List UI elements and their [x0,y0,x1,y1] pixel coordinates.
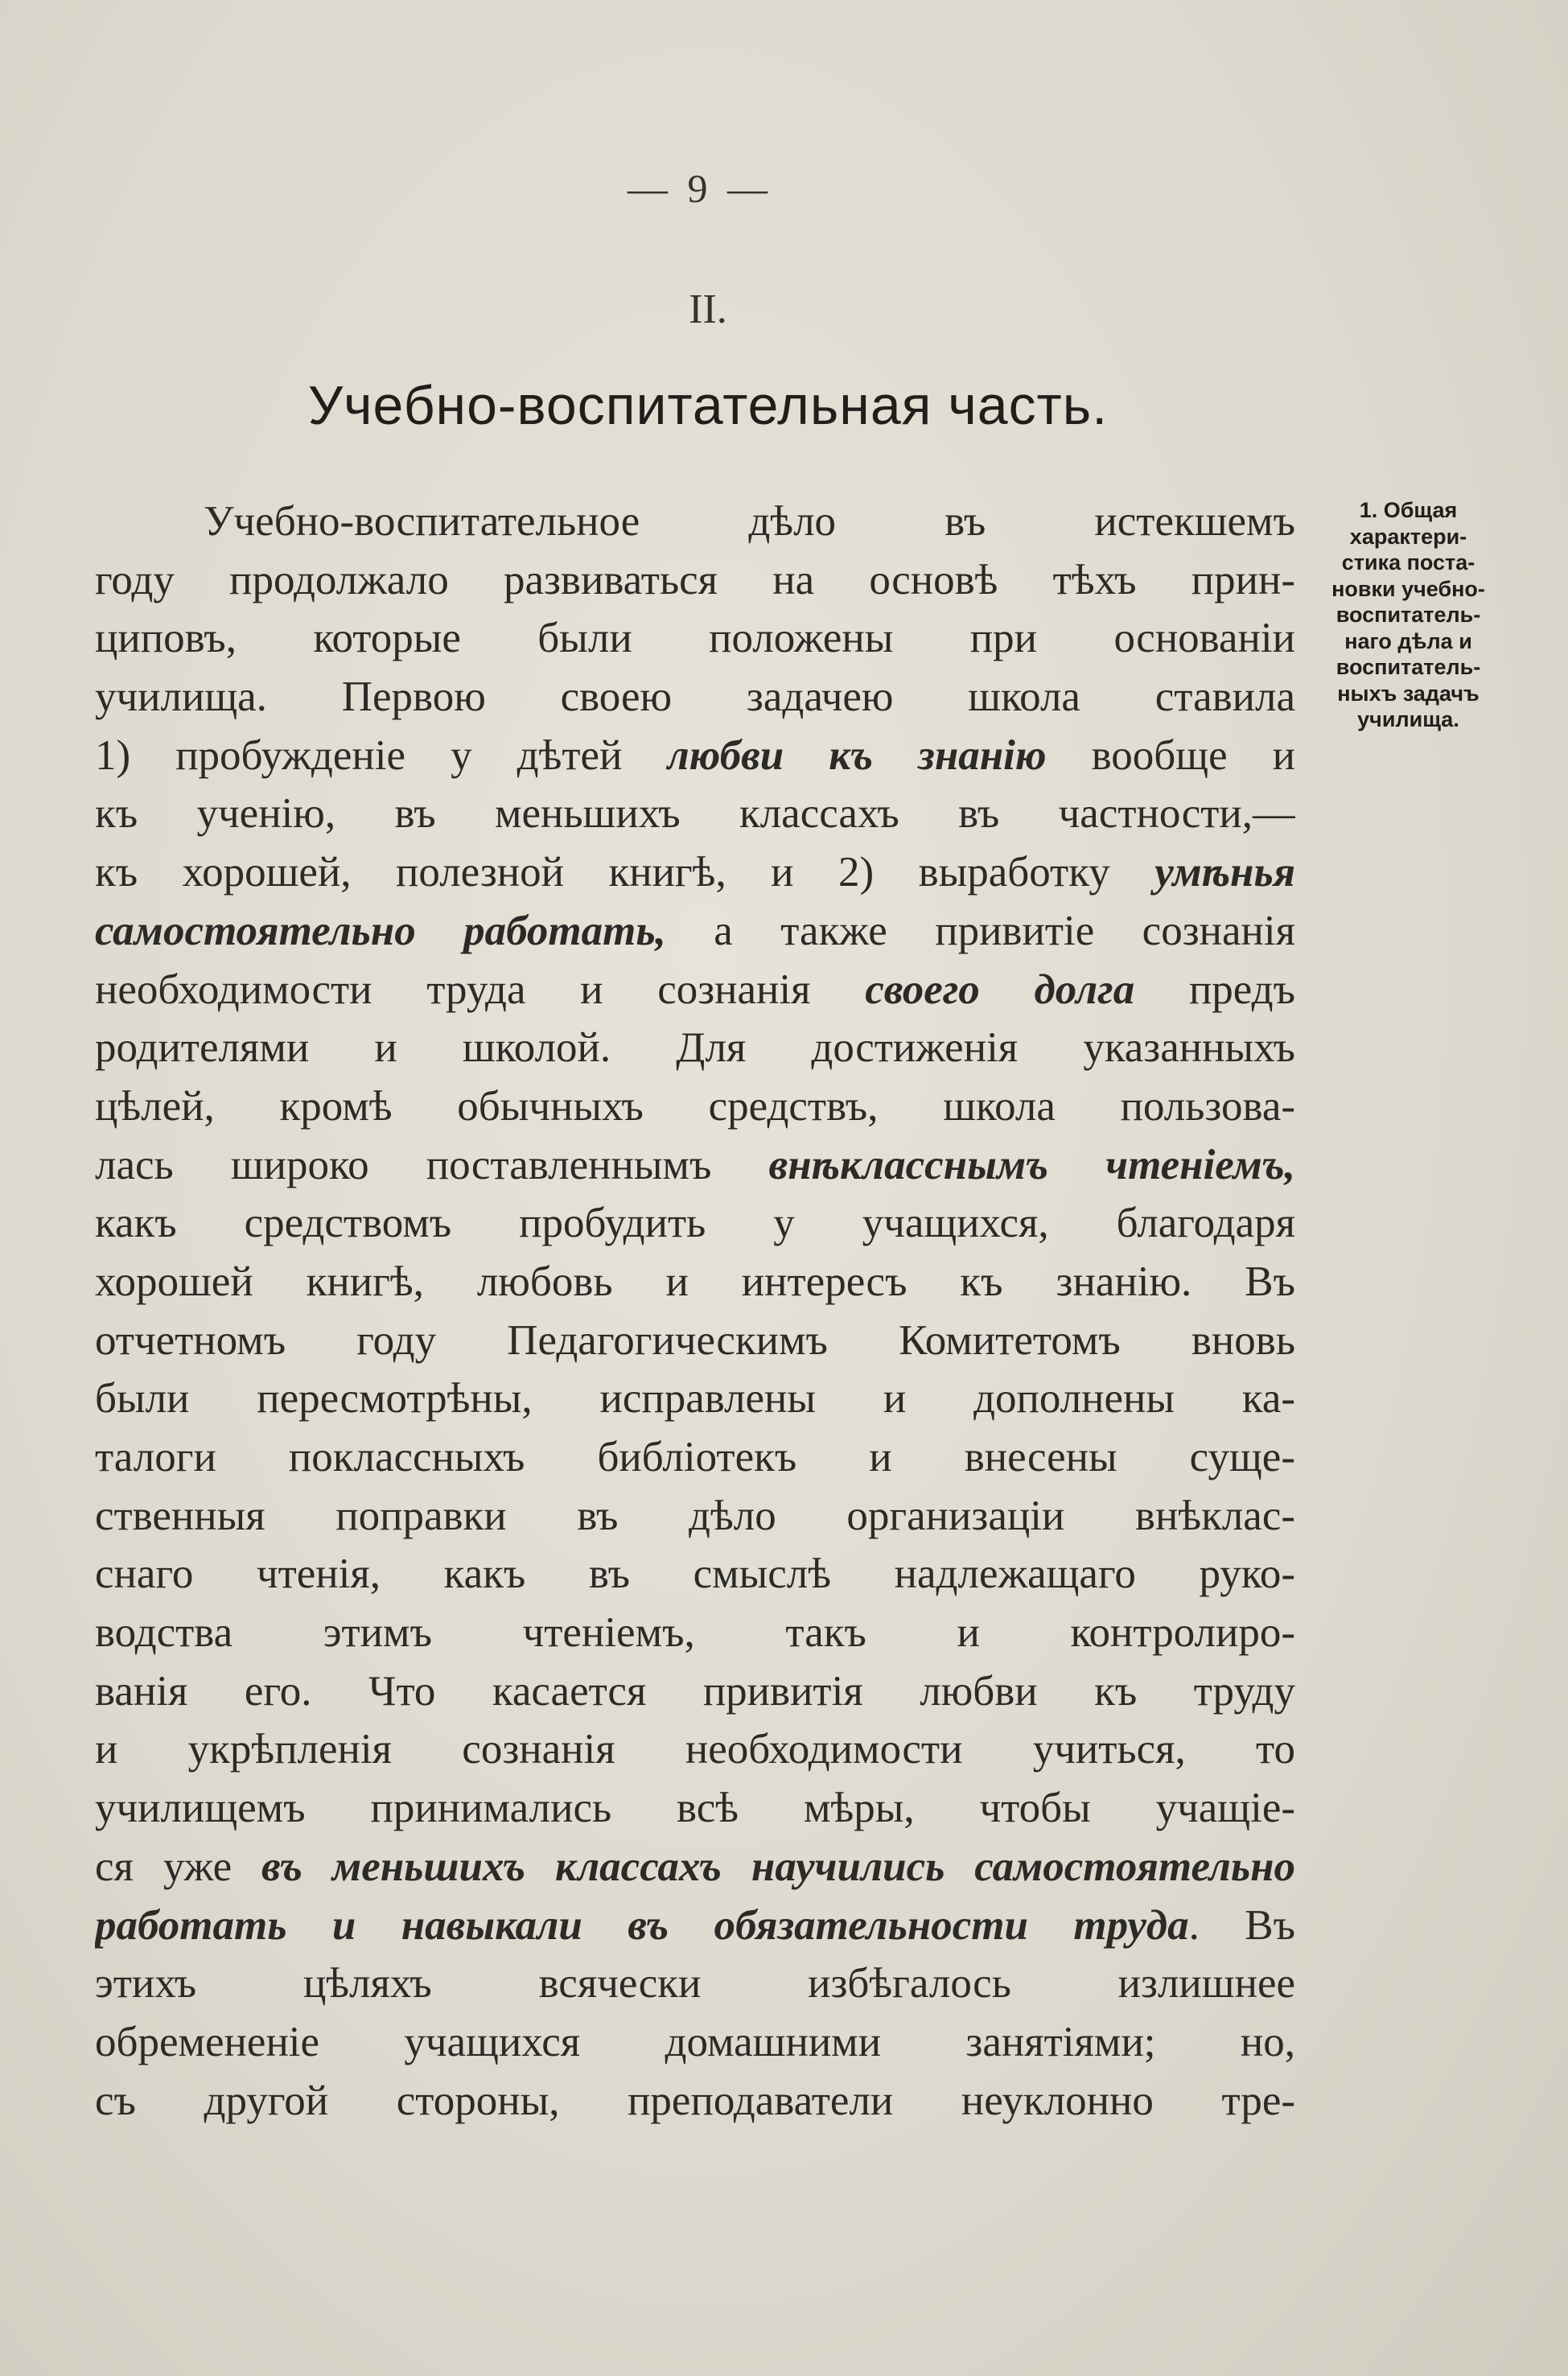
section-title: Учебно-воспитательная часть. [307,375,1109,436]
text-run: училищемъ принимались всѣ мѣры, чтобы учащіе- [95,1785,1295,1832]
text-line [95,843,1295,902]
text-run: лась широко поставленнымъ [95,1141,769,1188]
text-run: циповъ, которые были положены при основаніи [95,615,1295,662]
body-paragraph [95,492,1295,2130]
text-run: талоги поклассныхъ библіотекъ и внесены суще- [95,1434,1295,1480]
text-line [95,727,1295,785]
text-line [95,1312,1295,1370]
emphasized-text: въ меньшихъ классахъ научились самостоятельно [261,1843,1295,1890]
text-run: къ хорошей, полезной книгѣ, и 2) выработку [95,849,1155,896]
text-line [95,1487,1295,1546]
margin-note-line: училища. [1357,707,1459,731]
text-run: предъ [1134,966,1295,1013]
margin-note-line: стика поста- [1341,550,1475,574]
text-run: училища. Первою своею задачею школа ставила [95,673,1295,721]
text-run: водства этимъ чтеніемъ, такъ и контролиро- [95,1609,1295,1657]
section-numeral: II. [689,286,727,332]
text-line [95,1954,1295,2013]
text-run: ственныя поправки въ дѣло организаціи внѣклас- [95,1492,1295,1539]
emphasized-text: любви къ знанію [667,731,1047,779]
text-line [95,1662,1295,1721]
text-line [95,784,1295,843]
text-run: съ другой стороны, преподаватели неуклонно тре- [95,2077,1295,2124]
text-run: году продолжало развиваться на основѣ тѣхъ прин- [95,556,1295,603]
text-line [95,1545,1295,1604]
text-run: снаго чтенія, какъ въ смыслѣ надлежащаго руко- [95,1550,1295,1598]
text-run: хорошей книгѣ, любовь и интересъ къ знанію. Въ [95,1258,1295,1305]
margin-note [1310,497,1507,733]
text-line [95,1136,1295,1195]
text-run: какъ средствомъ пробудить у учащихся, благодаря [95,1200,1295,1247]
text-line [95,1779,1295,1838]
text-run: цѣлей, кромѣ обычныхъ средствъ, школа пользова- [95,1082,1295,1130]
emphasized-text: своего долга [865,966,1135,1013]
text-line [95,609,1295,668]
text-line [95,2072,1295,2131]
text-line [95,1428,1295,1487]
text-line [95,2013,1295,2072]
text-run: необходимости труда и сознанія [95,966,866,1013]
text-line [95,1838,1295,1896]
text-run: къ ученію, въ меньшихъ классахъ въ частности,— [95,790,1295,838]
emphasized-text: внѣкласснымъ чтеніемъ, [768,1141,1295,1188]
text-run: отчетномъ году Педагогическимъ Комитетомъ вновь [95,1316,1295,1364]
text-line [95,551,1295,610]
text-line [95,668,1295,727]
margin-note-line: воспитатель- [1335,655,1481,679]
text-run: вообще и [1046,731,1295,779]
margin-note-line: воспитатель- [1335,603,1481,627]
margin-note-line: новки учебно- [1331,576,1485,601]
text-run: Учебно-воспитательное дѣло въ истекшемъ [204,498,1295,545]
text-line [95,1369,1295,1428]
text-run: родителями и школой. Для достиженія указанныхъ [95,1024,1295,1072]
text-line [95,961,1295,1019]
page-number: — 9 — [628,166,772,211]
text-run: обремененіе учащихся домашними занятіями; но, [95,2018,1295,2065]
text-run: ся уже [95,1843,262,1890]
margin-note-line: ныхъ задачъ [1337,681,1480,706]
emphasized-text: умѣнья [1154,849,1295,896]
text-line [95,1720,1295,1779]
text-run: а также привитіе сознанія [665,907,1295,954]
text-line [95,1604,1295,1662]
emphasized-text: самостоятельно работать, [95,907,666,954]
text-line [95,492,1295,551]
text-run: были пересмотрѣны, исправлены и дополнены ка- [95,1375,1295,1423]
text-line [95,1896,1295,1955]
margin-note-line: наго дѣла и [1344,628,1472,653]
margin-note-line: характери- [1349,524,1467,549]
text-line [95,1019,1295,1077]
emphasized-text: работать и навыкали въ обязательности труда [95,1901,1189,1949]
text-run: и укрѣпленія сознанія необходимости учиться, то [95,1726,1295,1773]
text-run: 1) пробужденіе у дѣтей [95,731,668,779]
margin-note-line: 1. Общая [1359,498,1458,522]
text-line [95,1194,1295,1253]
text-line [95,1253,1295,1312]
text-line [95,1077,1295,1136]
text-run: этихъ цѣляхъ всячески избѣгалось излишнее [95,1960,1295,2007]
text-run: ванія его. Что касается привитія любви къ труду [95,1667,1295,1715]
text-line [95,902,1295,961]
text-run: . Въ [1188,1901,1295,1949]
